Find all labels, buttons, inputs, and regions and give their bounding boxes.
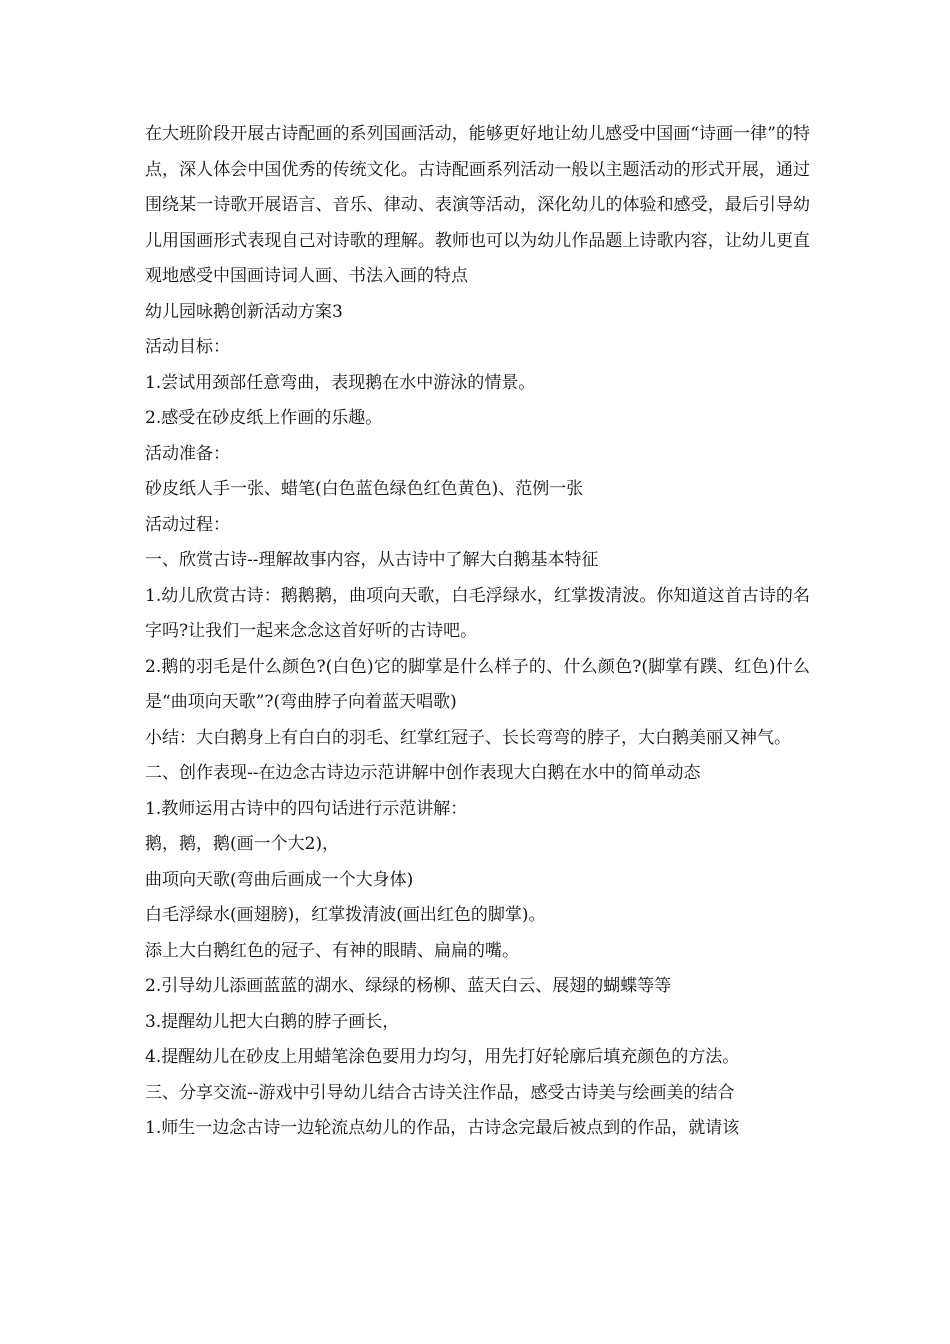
paragraph-intro: 在大班阶段开展古诗配画的系列国画活动，能够更好地让幼儿感受中国画“诗画一律”的特点，深人体会中国优秀的传统文化。古诗配画系列活动一般以主题活动的形式开展，通过围绕某一诗歌开展语言、音乐、律动、表演等活动，深化幼儿的体验和感受，最后引导幼儿用国画形式表现自己对诗歌的理解。教师也可以为幼儿作品题上诗歌内容，让幼儿更直观地感受中国画诗词人画、书法入画的特点 — [145, 124, 810, 286]
subheading: 二、创作表现--在边念古诗边示范讲解中创作表现大白鹅在水中的简单动态 — [145, 763, 701, 783]
paragraph: 砂皮纸人手一张、蜡笔(白色蓝色绿色红色黄色)、范例一张 — [145, 479, 584, 499]
list-item: 4.提醒幼儿在砂皮上用蜡笔涂色要用力均匀，用先打好轮廓后填充颜色的方法。 — [145, 1047, 740, 1067]
paragraph: 白毛浮绿水(画翅膀)，红掌拨清波(画出红色的脚掌)。 — [145, 905, 546, 925]
list-item: 3.提醒幼儿把大白鹅的脖子画长， — [145, 1011, 400, 1032]
subheading: 一、欣赏古诗--理解故事内容，从古诗中了解大白鹅基本特征 — [145, 550, 599, 570]
heading-process: 活动过程： — [145, 514, 230, 535]
subheading: 三、分享交流--游戏中引导幼儿结合古诗关注作品，感受古诗美与绘画美的结合 — [145, 1082, 735, 1103]
list-item: 1.尝试用颈部任意弯曲，表现鹅在水中游泳的情景。 — [145, 372, 536, 393]
section-title: 幼儿园咏鹅创新活动方案3 — [145, 301, 343, 322]
document-body — [145, 117, 810, 1147]
list-item: 2.引导幼儿添画蓝蓝的湖水、绿绿的杨柳、蓝天白云、展翅的蝴蝶等等 — [145, 976, 672, 996]
paragraph: 曲项向天歌(弯曲后画成一个大身体) — [145, 869, 414, 890]
list-item: 2.感受在砂皮纸上作画的乐趣。 — [145, 408, 383, 428]
heading-preparation: 活动准备： — [145, 443, 230, 464]
summary-paragraph: 小结：大白鹅身上有白白的羽毛、红掌红冠子、长长弯弯的脖子，大白鹅美丽又神气。 — [145, 727, 791, 748]
list-item: 1.教师运用古诗中的四句话进行示范讲解： — [145, 798, 468, 819]
paragraph: 鹅，鹅，鹅(画一个大2)， — [145, 834, 340, 854]
list-item: 1.师生一边念古诗一边轮流点幼儿的作品，古诗念完最后被点到的作品，就请该 — [145, 1118, 740, 1138]
list-item: 2.鹅的羽毛是什么颜色?(白色)它的脚掌是什么样子的、什么颜色?(脚掌有蹼、红色)什么是“曲项向天歌”?(弯曲脖子向着蓝天唱歌) — [145, 656, 810, 712]
heading-goals: 活动目标： — [145, 337, 230, 357]
list-item: 1.幼儿欣赏古诗：鹅鹅鹅，曲项向天歌，白毛浮绿水，红掌拨清波。你知道这首古诗的名字吗?让我们一起来念念这首好听的古诗吧。 — [145, 585, 810, 641]
paragraph: 添上大白鹅红色的冠子、有神的眼睛、扁扁的嘴。 — [145, 940, 519, 961]
